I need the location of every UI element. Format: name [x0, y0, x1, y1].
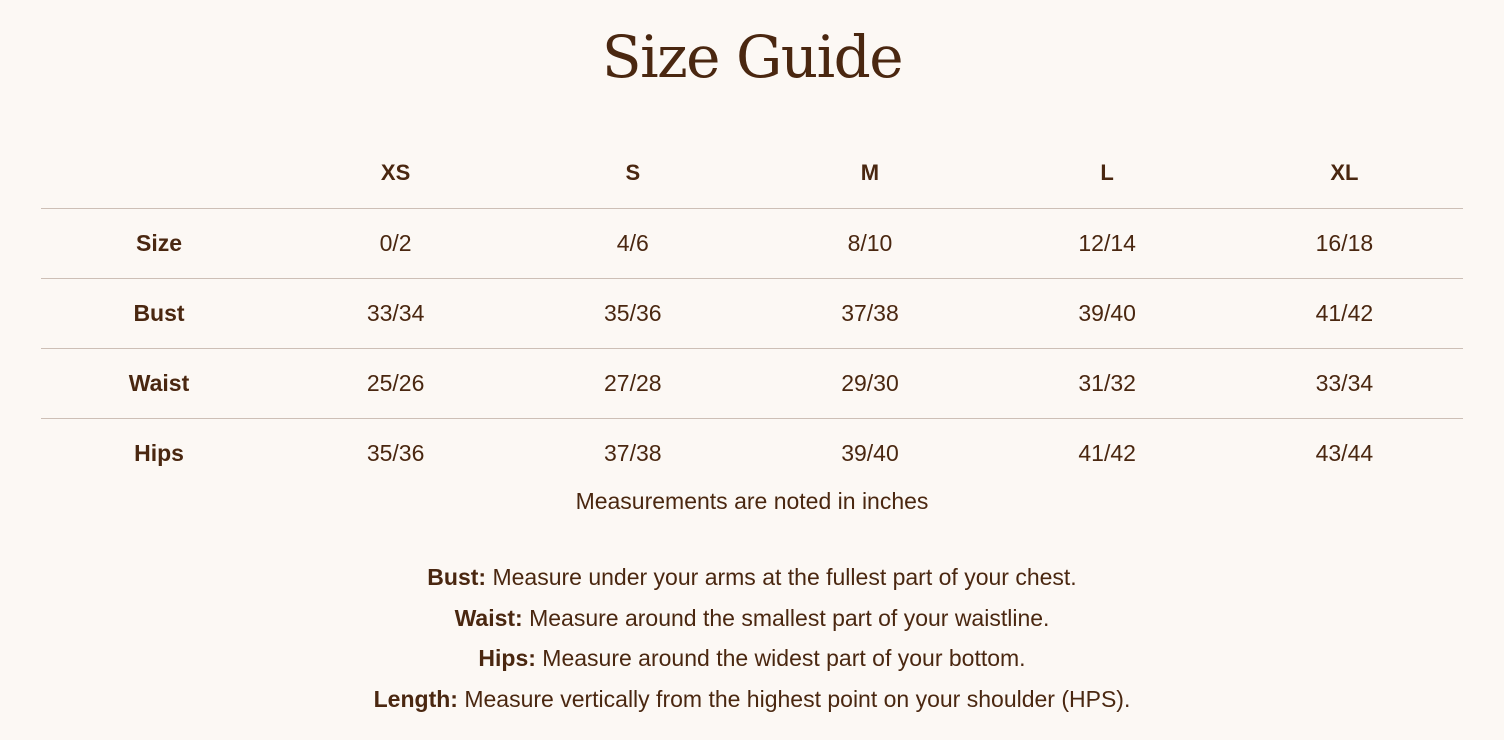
column-header-s: S [625, 160, 641, 185]
instruction-text: Measure vertically from the highest point on your shoulder (HPS). [457, 685, 1131, 712]
row-label-bust: Bust [133, 300, 185, 326]
instruction-length [0, 684, 1504, 725]
table-row-hips [41, 419, 1463, 489]
table-cell: 8/10 [847, 230, 893, 256]
table-cell: 37/38 [841, 300, 899, 326]
table-cell: 29/30 [841, 370, 899, 396]
table-cell: 25/26 [366, 370, 425, 396]
row-label-size: Size [135, 230, 183, 256]
table-cell: 41/42 [1315, 300, 1374, 326]
instruction-term: Waist: [454, 604, 523, 631]
instruction-term: Bust: [427, 564, 487, 590]
page-title: Size Guide [601, 23, 903, 91]
table-cell: 39/40 [1078, 300, 1136, 326]
size-chart-table [41, 138, 1463, 488]
table-cell: 35/36 [604, 300, 662, 326]
instruction-text: Measure around the smallest part of your waistline. [522, 604, 1050, 631]
table-header-row [41, 138, 1463, 209]
table-cell: 35/36 [366, 440, 425, 466]
instruction-text: Measure under your arms at the fullest part of your chest. [486, 564, 1077, 590]
instruction-bust [0, 562, 1504, 603]
table-cell: 39/40 [841, 440, 899, 466]
instruction-text: Measure around the widest part of your bottom. [535, 645, 1026, 671]
table-row-size [41, 209, 1463, 279]
table-cell: 16/18 [1315, 230, 1374, 256]
table-cell: 33/34 [1315, 370, 1374, 396]
table-cell: 12/14 [1078, 230, 1136, 256]
table-cell: 27/28 [604, 370, 662, 396]
column-header-l: L [1100, 160, 1114, 185]
instruction-term: Hips: [478, 645, 536, 671]
corner-cell [41, 138, 277, 209]
row-label-hips: Hips [134, 440, 184, 466]
table-cell: 43/44 [1315, 440, 1374, 466]
instruction-term: Length: [373, 685, 458, 712]
column-header-xs: XS [380, 160, 411, 185]
instruction-waist [0, 603, 1504, 644]
column-header-m: M [860, 160, 880, 185]
measurement-note: Measurements are noted in inches [575, 488, 929, 514]
table-cell: 4/6 [616, 230, 649, 256]
measuring-instructions [0, 562, 1504, 724]
table-cell: 37/38 [604, 440, 662, 466]
table-cell: 41/42 [1078, 440, 1136, 466]
table-row-waist [41, 349, 1463, 419]
column-header-xl: XL [1330, 160, 1359, 185]
table-cell: 31/32 [1078, 370, 1136, 396]
row-label-waist: Waist [128, 370, 190, 396]
table-row-bust [41, 279, 1463, 349]
table-cell: 0/2 [379, 230, 412, 256]
instruction-hips [0, 643, 1504, 684]
table-cell: 33/34 [366, 300, 425, 326]
